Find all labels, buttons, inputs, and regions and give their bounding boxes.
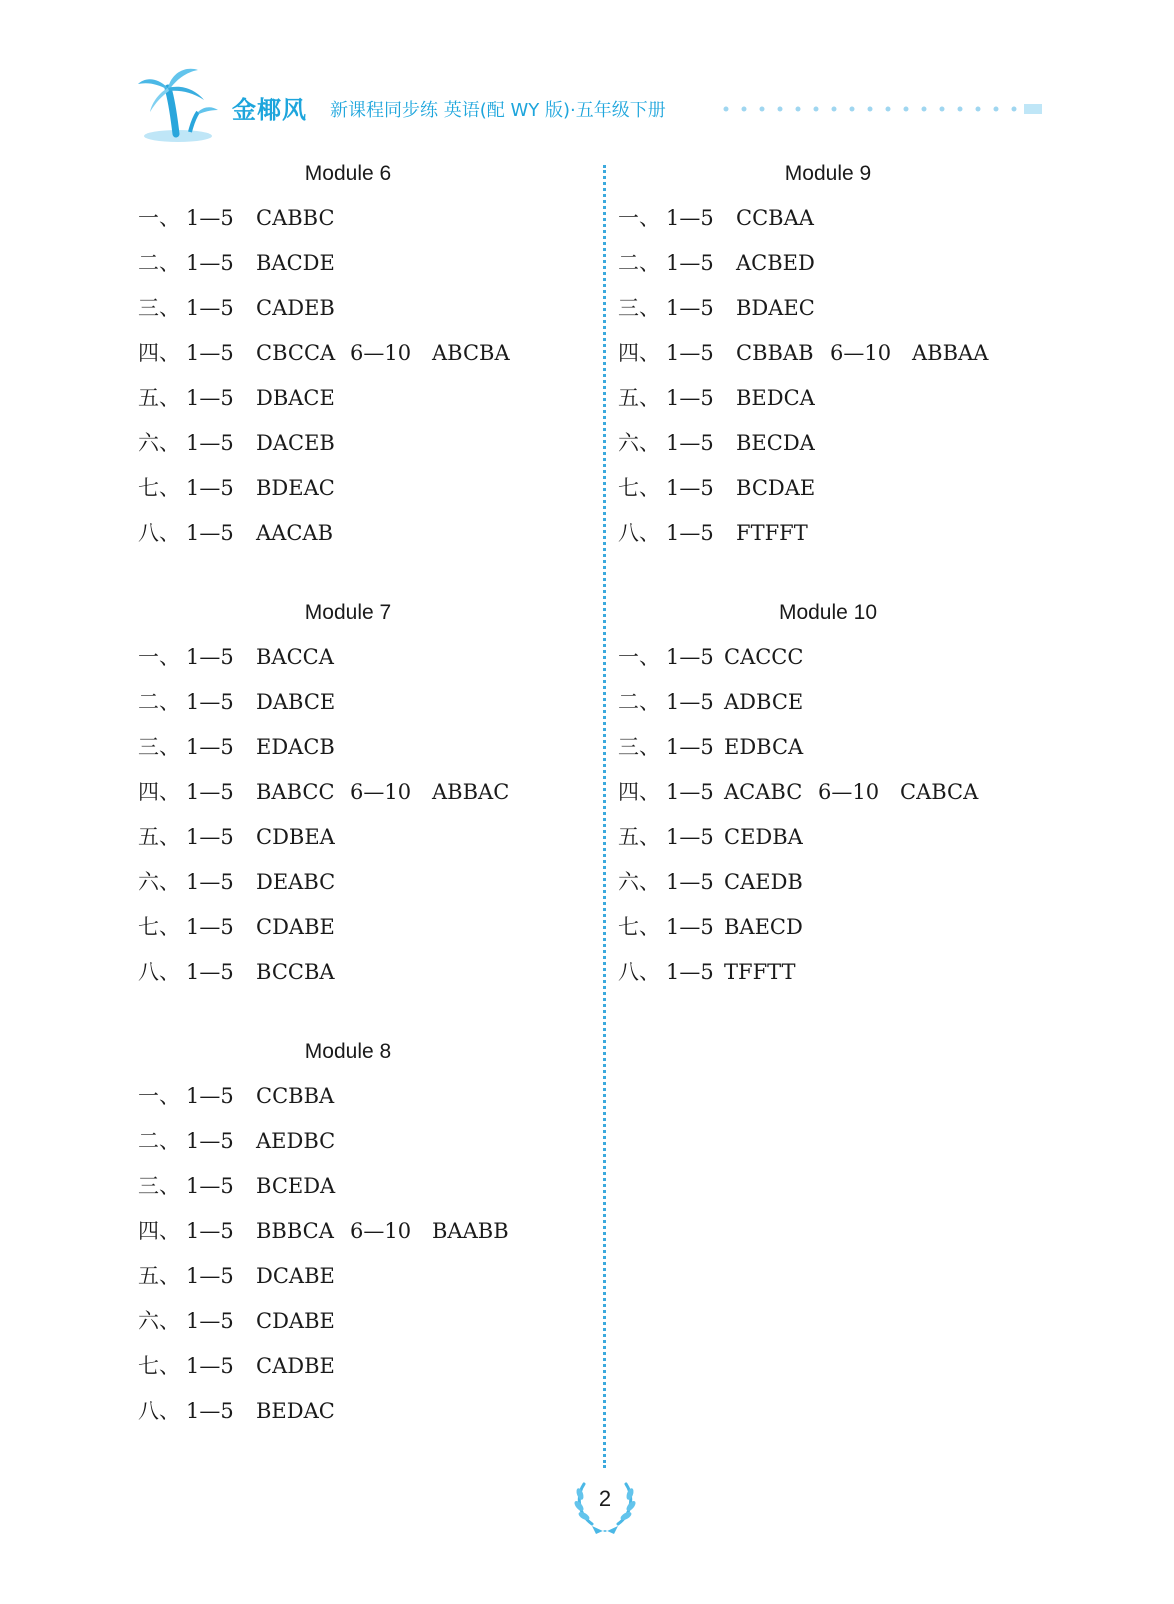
question-number: 二、 xyxy=(138,251,180,275)
answer-key: CABCA xyxy=(900,780,979,804)
answer-module xyxy=(138,156,558,556)
question-number: 一、 xyxy=(138,645,180,669)
answer-row xyxy=(138,511,558,556)
answer-row xyxy=(138,815,558,860)
question-number: 二、 xyxy=(618,251,660,275)
answer-key: CDABE xyxy=(256,915,335,939)
question-range: 1—5 xyxy=(666,476,714,500)
answer-row xyxy=(618,680,1038,725)
answer-module xyxy=(138,1034,558,1434)
answer-module xyxy=(618,156,1038,556)
question-range: 1—5 xyxy=(186,1399,234,1423)
answer-row xyxy=(138,331,558,376)
question-range: 1—5 xyxy=(186,780,234,804)
question-number: 八、 xyxy=(618,521,660,545)
question-number: 四、 xyxy=(138,780,180,804)
palm-tree-logo-icon xyxy=(138,62,220,144)
question-range: 1—5 xyxy=(666,825,714,849)
answer-key: DBACE xyxy=(256,386,335,410)
answer-row xyxy=(618,635,1038,680)
answer-key: BCDAE xyxy=(736,476,816,500)
question-range: 1—5 xyxy=(186,690,234,714)
answer-row xyxy=(138,1254,558,1299)
answer-key: CBBAB xyxy=(736,341,814,365)
answer-row xyxy=(138,950,558,995)
answer-key: FTFFT xyxy=(736,521,808,545)
question-number: 一、 xyxy=(138,1084,180,1108)
question-number: 七、 xyxy=(138,476,180,500)
question-number: 二、 xyxy=(618,690,660,714)
question-range: 6—10 xyxy=(350,1219,412,1243)
answer-key: DABCE xyxy=(256,690,336,714)
answer-key: AEDBC xyxy=(256,1129,336,1153)
answer-key: ACABC xyxy=(724,780,803,804)
answer-key: CCBBA xyxy=(256,1084,335,1108)
answer-row xyxy=(138,196,558,241)
question-number: 六、 xyxy=(618,870,660,894)
answer-row xyxy=(138,1209,558,1254)
question-number: 一、 xyxy=(618,645,660,669)
answer-key: BDEAC xyxy=(256,476,335,500)
answer-key: ABCBA xyxy=(432,341,510,365)
answer-key: CADEB xyxy=(256,296,335,320)
answer-row xyxy=(618,815,1038,860)
answer-row xyxy=(138,725,558,770)
answer-key: CABBC xyxy=(256,206,335,230)
question-number: 八、 xyxy=(618,960,660,984)
question-range: 6—10 xyxy=(818,780,880,804)
question-range: 1—5 xyxy=(186,1084,234,1108)
question-number: 五、 xyxy=(138,825,180,849)
answer-row xyxy=(618,241,1038,286)
answer-row xyxy=(138,905,558,950)
question-number: 八、 xyxy=(138,960,180,984)
answer-key: CEDBA xyxy=(724,825,803,849)
question-range: 1—5 xyxy=(186,645,234,669)
answer-row xyxy=(138,376,558,421)
question-number: 五、 xyxy=(618,386,660,410)
answer-row xyxy=(138,680,558,725)
answer-key: CACCC xyxy=(724,645,804,669)
question-range: 6—10 xyxy=(830,341,892,365)
question-range: 1—5 xyxy=(666,296,714,320)
answer-key: BEDCA xyxy=(736,386,815,410)
page-header xyxy=(0,0,1174,150)
answer-row xyxy=(618,421,1038,466)
question-range: 6—10 xyxy=(350,341,412,365)
module-title: Module 8 xyxy=(304,1040,392,1063)
question-range: 1—5 xyxy=(666,431,714,455)
page-number: 2 xyxy=(598,1486,612,1511)
question-range: 1—5 xyxy=(186,1264,234,1288)
answer-key: BCCBA xyxy=(256,960,335,984)
answer-key: CDBEA xyxy=(256,825,335,849)
module-title: Module 10 xyxy=(778,601,878,624)
question-range: 1—5 xyxy=(186,521,234,545)
question-number: 三、 xyxy=(138,296,180,320)
answer-key: EDACB xyxy=(256,735,335,759)
answer-key: CAEDB xyxy=(724,870,803,894)
question-range: 1—5 xyxy=(186,825,234,849)
answer-key: ABBAC xyxy=(432,780,510,804)
answer-key: BACCA xyxy=(256,645,334,669)
answer-row xyxy=(138,1389,558,1434)
question-number: 一、 xyxy=(618,206,660,230)
answer-key: CDABE xyxy=(256,1309,335,1333)
question-range: 1—5 xyxy=(186,735,234,759)
answer-key: BEDAC xyxy=(256,1399,335,1423)
question-range: 1—5 xyxy=(666,386,714,410)
question-number: 五、 xyxy=(618,825,660,849)
question-number: 六、 xyxy=(618,431,660,455)
answer-row xyxy=(618,725,1038,770)
question-range: 6—10 xyxy=(350,780,412,804)
question-range: 1—5 xyxy=(666,735,714,759)
answer-key: CBCCA xyxy=(256,341,336,365)
question-range: 1—5 xyxy=(666,251,714,275)
answer-key: ACBED xyxy=(736,251,815,275)
question-range: 1—5 xyxy=(186,476,234,500)
question-number: 四、 xyxy=(618,341,660,365)
module-title: Module 7 xyxy=(304,601,392,624)
question-number: 三、 xyxy=(138,735,180,759)
answer-row xyxy=(138,241,558,286)
answer-key: BBBCA xyxy=(256,1219,334,1243)
answer-key: ADBCE xyxy=(724,690,804,714)
question-range: 1—5 xyxy=(186,960,234,984)
answer-key: DCABE xyxy=(256,1264,335,1288)
question-range: 1—5 xyxy=(666,521,714,545)
answer-key: BECDA xyxy=(736,431,815,455)
question-number: 一、 xyxy=(138,206,180,230)
module-title: Module 9 xyxy=(784,162,872,185)
question-range: 1—5 xyxy=(186,251,234,275)
question-range: 1—5 xyxy=(186,1129,234,1153)
answer-row xyxy=(138,1119,558,1164)
brand-name: 金椰风 xyxy=(232,96,307,124)
answer-row xyxy=(618,466,1038,511)
question-number: 四、 xyxy=(138,1219,180,1243)
question-range: 1—5 xyxy=(666,341,714,365)
question-number: 七、 xyxy=(618,476,660,500)
question-range: 1—5 xyxy=(186,870,234,894)
question-range: 1—5 xyxy=(186,341,234,365)
question-range: 1—5 xyxy=(186,1174,234,1198)
question-number: 六、 xyxy=(138,870,180,894)
question-number: 八、 xyxy=(138,521,180,545)
answer-key: BACDE xyxy=(256,251,335,275)
answer-row xyxy=(618,860,1038,905)
question-range: 1—5 xyxy=(666,690,714,714)
answer-key: BCEDA xyxy=(256,1174,336,1198)
question-range: 1—5 xyxy=(186,1219,234,1243)
answer-row xyxy=(138,770,558,815)
question-range: 1—5 xyxy=(186,386,234,410)
answer-key: ABBAA xyxy=(912,341,989,365)
answer-row xyxy=(138,1344,558,1389)
question-range: 1—5 xyxy=(666,915,714,939)
answer-row xyxy=(138,286,558,331)
answer-key: BAABB xyxy=(432,1219,509,1243)
question-number: 三、 xyxy=(138,1174,180,1198)
question-range: 1—5 xyxy=(186,206,234,230)
question-number: 六、 xyxy=(138,1309,180,1333)
column-divider xyxy=(603,165,606,1468)
answer-key: DACEB xyxy=(256,431,335,455)
question-number: 二、 xyxy=(138,690,180,714)
question-number: 七、 xyxy=(138,1354,180,1378)
answer-key: EDBCA xyxy=(724,735,804,759)
header-dots-decoration xyxy=(722,104,1042,114)
answer-row xyxy=(138,1164,558,1209)
question-range: 1—5 xyxy=(186,1354,234,1378)
answer-key: DEABC xyxy=(256,870,336,894)
question-number: 五、 xyxy=(138,386,180,410)
question-range: 1—5 xyxy=(186,1309,234,1333)
question-range: 1—5 xyxy=(666,870,714,894)
question-number: 五、 xyxy=(138,1264,180,1288)
question-range: 1—5 xyxy=(666,780,714,804)
question-number: 四、 xyxy=(138,341,180,365)
question-number: 七、 xyxy=(618,915,660,939)
question-range: 1—5 xyxy=(186,431,234,455)
answer-row xyxy=(618,950,1038,995)
answer-row xyxy=(138,860,558,905)
question-number: 三、 xyxy=(618,296,660,320)
question-range: 1—5 xyxy=(186,296,234,320)
question-range: 1—5 xyxy=(666,960,714,984)
answer-key: BAECD xyxy=(724,915,803,939)
answer-row xyxy=(618,770,1038,815)
book-series-title: 新课程同步练 英语(配 WY 版)·五年级下册 xyxy=(330,100,666,121)
question-range: 1—5 xyxy=(186,915,234,939)
question-number: 六、 xyxy=(138,431,180,455)
answer-key: CADBE xyxy=(256,1354,335,1378)
question-range: 1—5 xyxy=(666,645,714,669)
question-number: 二、 xyxy=(138,1129,180,1153)
answer-key: BDAEC xyxy=(736,296,815,320)
answer-row xyxy=(618,905,1038,950)
page-number-badge xyxy=(570,1470,640,1540)
answer-row xyxy=(138,1299,558,1344)
question-number: 七、 xyxy=(138,915,180,939)
answer-row xyxy=(618,331,1038,376)
answer-key: TFFTT xyxy=(724,960,796,984)
question-number: 四、 xyxy=(618,780,660,804)
answer-row xyxy=(138,1074,558,1119)
module-title: Module 6 xyxy=(304,162,392,185)
question-range: 1—5 xyxy=(666,206,714,230)
answer-row xyxy=(138,466,558,511)
answer-key: AACAB xyxy=(256,521,333,545)
answer-row xyxy=(138,421,558,466)
question-number: 八、 xyxy=(138,1399,180,1423)
answer-module xyxy=(138,595,558,995)
answer-row xyxy=(618,511,1038,556)
answer-row xyxy=(138,635,558,680)
answer-row xyxy=(618,286,1038,331)
answer-key: CCBAA xyxy=(736,206,814,230)
answer-row xyxy=(618,196,1038,241)
answer-key: BABCC xyxy=(256,780,335,804)
answer-module xyxy=(618,595,1038,995)
question-number: 三、 xyxy=(618,735,660,759)
answer-row xyxy=(618,376,1038,421)
